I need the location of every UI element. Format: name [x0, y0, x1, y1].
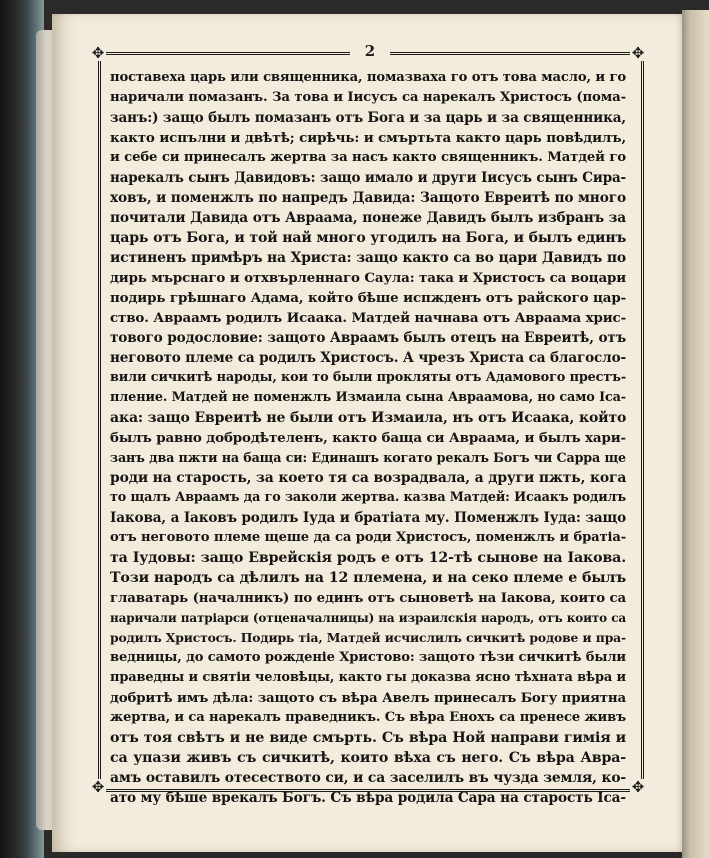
text-line: то щалъ Авраамъ да го заколи жертва. казва Матдей: Исаакъ родилъ [110, 490, 626, 505]
text-line: вили сичкитѣ народы, кои то были прокляты отъ Адамового престъ- [110, 370, 626, 385]
text-line: былъ равно добродѣтеленъ, както баща си Авраама, и былъ хари- [110, 430, 626, 446]
text-line: наричали помазанъ. За това и Іисусъ са нарекалъ Христосъ (пома- [110, 90, 626, 105]
text-line: отъ неговото племе щеше да са роди Христосъ, поменжлъ и братіа- [110, 530, 626, 545]
text-line: истиненъ примѣръ на Христа: защо както са во цари Давидъ по [110, 250, 626, 266]
text-line: добритѣ имъ дѣла: защото съ вѣра Авелъ принесалъ Богу приятна [110, 690, 626, 706]
text-line: тового родословие: защото Авраамъ былъ отецъ на Евреитѣ, отъ [110, 330, 626, 346]
text-line: пление. Матдей не поменжлъ Измаила сына Авраамова, но само Іса- [110, 390, 626, 405]
text-line: ака: защо Евреитѣ не были отъ Измаила, нъ отъ Исаака, който [110, 410, 627, 426]
text-line: наричали патріарси (отценачалницы) на израилскія народъ, отъ които са [110, 611, 626, 625]
text-line: подирь грѣшнаго Адама, който бѣше испжденъ отъ райского цар- [110, 290, 626, 306]
text-line: ховъ, и поменжлъ по напредъ Давида: Защото Евреитѣ по много [110, 190, 626, 206]
corner-ornament-icon: ✥ [631, 778, 645, 796]
body-text [110, 68, 626, 808]
text-line: занъ два пжти на баща си: Единашъ когато рекалъ Богъ чи Сарра ще [110, 450, 626, 465]
text-line: както испълни и двѣтѣ; сирѣчь: и смъртьта както царь повѣдилъ, [110, 130, 626, 146]
text-line: та Іудовы: защо Еврейскія родъ е отъ 12-тѣ сынове на Іакова. [110, 550, 626, 566]
text-line: поставеха царь или священника, помазваха го отъ това масло, и го [110, 70, 626, 85]
text-line: ство. Авраамъ родилъ Исаака. Матдей начнава отъ Авраама хрис- [110, 310, 626, 326]
text-line: роди на старость, за което тя са возрадвала, а други пжть, кога [110, 470, 627, 486]
text-line: са упази живъ съ сичкитѣ, които вѣха съ него. Съ вѣра Авра- [110, 750, 626, 766]
text-line: Іакова, а Іаковъ родилъ Іуда и братіата му. Поменжлъ Іуда: защо [110, 510, 626, 526]
text-line: ведницы, до самото рожденіе Христово: защото тѣзи сичкитѣ были [110, 650, 626, 665]
text-line: жертва, и са нарекалъ праведникъ. Съ вѣра Енохъ са пренесе живъ [110, 710, 626, 725]
next-page-edge [682, 10, 709, 858]
text-line: почитали Давида отъ Авраама, понеже Давидъ былъ избранъ за [110, 210, 626, 226]
text-line: неговото племе са родилъ Христосъ. А чрезъ Христа са благосло- [110, 350, 626, 366]
text-line: нарекалъ сынъ Давидовъ: защо имало и други Іисусъ сынъ Сира- [110, 170, 626, 186]
text-line: дирь мърснаго и отхвърленнаго Саула: така и Христосъ са воцари [110, 270, 626, 286]
text-line: занъ:) защо былъ помазанъ отъ Бога и за царь и за священника, [110, 110, 626, 126]
text-line: родилъ Христосъ. Подирь тіа, Матдей исчислилъ сичкитѣ родове и пра- [110, 630, 626, 645]
corner-ornament-icon: ✥ [91, 778, 105, 796]
corner-ornament-icon: ✥ [631, 44, 645, 62]
text-line: праведны и святіи человѣцы, както гы доказва ясно тѣхната вѣра и [110, 670, 626, 685]
text-line: Този народъ са дѣлилъ на 12 племена, и на секо племе е былъ [110, 570, 626, 586]
text-line: главатарь (началникъ) по единъ отъ сыноветѣ на Іакова, които са [110, 590, 626, 606]
text-line: амъ оставилъ отесеството си, и са заселилъ въ чузда земля, ко- [110, 770, 626, 786]
text-line: отъ тоя свѣтъ и не виде смърть. Съ вѣра Ной направи гимія и [110, 730, 626, 746]
text-line: и себе си принесалъ жертва за насъ както священникъ. Матдей го [110, 150, 626, 165]
corner-ornament-icon: ✥ [91, 44, 105, 62]
text-line: ато му бѣше врекалъ Богъ. Съ вѣра родила Сара на старость Іса- [110, 790, 626, 806]
text-line: царь отъ Бога, и той най много угодилъ на Бога, и былъ единъ [110, 230, 627, 246]
page-number: 2 [350, 42, 390, 60]
